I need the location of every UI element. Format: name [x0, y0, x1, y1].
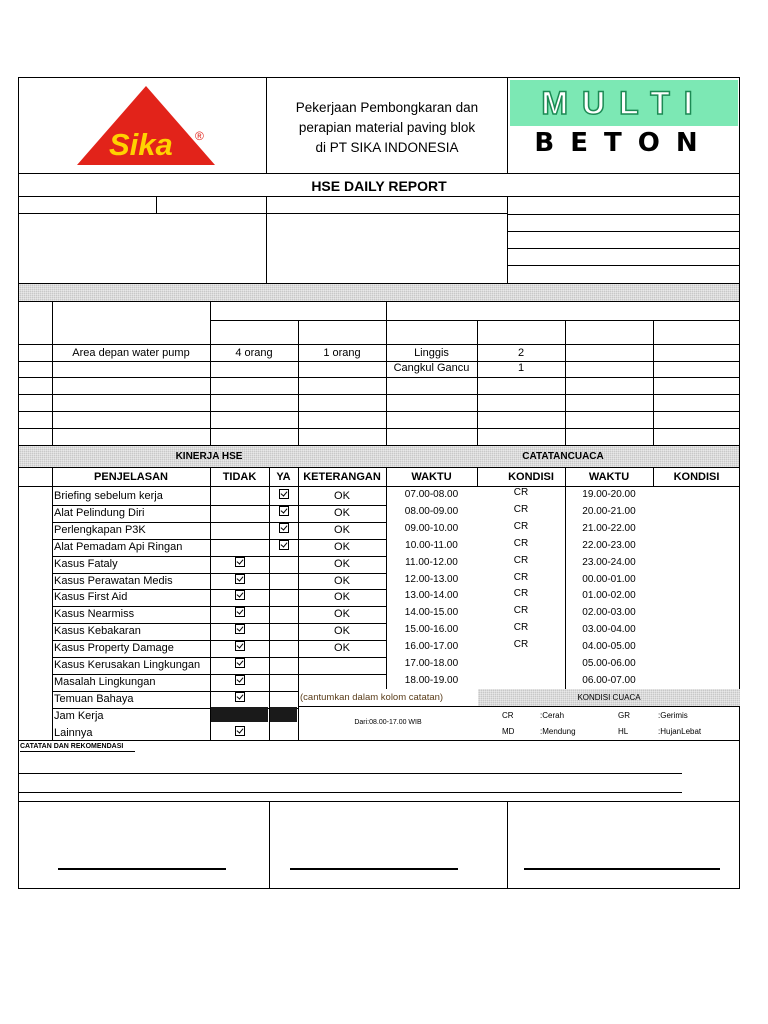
cuaca-waktu: 22.00-23.00: [582, 539, 636, 551]
tidak-checkbox[interactable]: [235, 624, 245, 634]
kinerja-item-label: Perlengkapan P3K: [54, 523, 146, 536]
legend-meaning: :HujanLebat: [658, 727, 702, 736]
signature-line[interactable]: [58, 868, 226, 870]
cuaca-waktu: 03.00-04.00: [582, 624, 636, 636]
legend-code: HL: [618, 727, 629, 736]
divider: [156, 196, 157, 213]
tool-qty: 2: [517, 347, 525, 359]
cuaca-waktu: 04.00-05.00: [582, 641, 636, 653]
keterangan-value: OK: [334, 540, 350, 553]
row-divider: [52, 606, 386, 607]
tidak-checkbox[interactable]: [235, 574, 245, 584]
cuaca-waktu: 20.00-21.00: [582, 505, 636, 517]
ya-checkbox[interactable]: [279, 506, 289, 516]
cuaca-waktu: 09.00-10.00: [404, 522, 459, 534]
kinerja-item-label: Lainnya: [54, 726, 93, 739]
project-title-line1: Pekerjaan Pembongkaran dan: [295, 100, 479, 115]
cuaca-waktu: 02.00-03.00: [582, 607, 636, 619]
catatan-line[interactable]: [18, 792, 682, 793]
divider: [507, 801, 508, 889]
cuaca-kondisi: CR: [513, 520, 529, 532]
kinerja-item-label: Kasus Kebakaran: [54, 625, 141, 638]
divider: [210, 467, 211, 740]
cuaca-kondisi: CR: [513, 487, 529, 498]
tidak-checkbox[interactable]: [235, 726, 245, 736]
legend-meaning: :Mendung: [540, 727, 576, 736]
col-header-kondisi: KONDISI: [508, 471, 554, 483]
kinerja-item-label: Temuan Bahaya: [54, 692, 134, 705]
divider: [52, 301, 53, 445]
workers-count: 1 orang: [323, 347, 361, 359]
sika-logo: [74, 83, 220, 169]
multi-beton-logo: [508, 78, 740, 172]
keterangan-value: OK: [334, 642, 350, 655]
keterangan-value: OK: [334, 625, 350, 638]
cuaca-waktu: 10.00-11.00: [405, 539, 458, 551]
keterangan-value: OK: [334, 506, 350, 519]
kinerja-item-label: Kasus First Aid: [54, 591, 128, 604]
tool-qty: 1: [517, 362, 525, 374]
divider: [18, 377, 740, 378]
cuaca-waktu: 06.00-07.00: [582, 674, 636, 686]
divider: [18, 173, 740, 174]
cuaca-waktu: 08.00-09.00: [404, 505, 459, 517]
divider: [18, 486, 740, 487]
kinerja-item-label: Kasus Kerusakan Lingkungan: [54, 659, 201, 671]
cuaca-waktu: 18.00-19.00: [404, 674, 459, 686]
divider: [298, 706, 740, 707]
legend-code: CR: [502, 711, 514, 720]
multi-logo-top: MULTI: [541, 85, 707, 121]
divider: [653, 467, 654, 486]
legend-meaning: :Gerimis: [658, 711, 688, 720]
divider: [18, 196, 740, 197]
keterangan-value: OK: [334, 490, 350, 502]
beton-logo-text: BETON: [534, 128, 714, 158]
cuaca-kondisi: CR: [513, 554, 529, 566]
divider: [18, 344, 740, 345]
divider: [52, 467, 53, 740]
col-header-waktu: WAKTU: [588, 471, 630, 483]
catatan-line[interactable]: [18, 773, 682, 774]
divider: [507, 231, 740, 232]
legend-title: KONDISI CUACA: [577, 693, 641, 702]
kinerja-item-label: Briefing sebelum kerja: [54, 490, 163, 502]
tool-name: Linggis: [414, 347, 449, 359]
workers-count: 4 orang: [235, 347, 273, 359]
tidak-checkbox[interactable]: [235, 658, 245, 668]
row-divider: [52, 691, 298, 692]
cuaca-waktu: 11.00-12.00: [405, 556, 458, 568]
divider: [266, 196, 267, 283]
legend-meaning: :Cerah: [540, 711, 565, 720]
blacked-cell: [211, 707, 268, 722]
project-title: [268, 98, 506, 158]
cuaca-waktu: 01.00-02.00: [582, 590, 636, 602]
cuaca-waktu: 21.00-22.00: [582, 522, 636, 534]
cuaca-kondisi: CR: [513, 571, 529, 583]
ya-checkbox[interactable]: [279, 523, 289, 533]
cuaca-waktu: 05.00-06.00: [582, 658, 636, 669]
kinerja-item-label: Alat Pemadam Api Ringan: [54, 540, 183, 553]
row-divider: [52, 674, 386, 675]
divider: [266, 77, 267, 173]
row-divider: [52, 657, 386, 658]
row-divider: [52, 640, 386, 641]
cuaca-waktu: 12.00-13.00: [404, 573, 459, 585]
project-title-line3: di PT SIKA INDONESIA: [315, 140, 459, 155]
divider: [507, 196, 508, 283]
cuaca-kondisi: CR: [513, 622, 529, 634]
cuaca-kondisi: CR: [513, 605, 529, 617]
cuaca-kondisi: CR: [513, 639, 529, 651]
kinerja-item-label: Kasus Fataly: [54, 557, 118, 570]
row-divider: [52, 623, 386, 624]
divider: [507, 214, 740, 215]
kinerja-item-label: Alat Pelindung Diri: [54, 506, 145, 519]
divider: [298, 320, 299, 445]
cuaca-kondisi: CR: [513, 588, 529, 600]
ya-checkbox[interactable]: [279, 540, 289, 550]
divider: [18, 411, 740, 412]
divider: [18, 740, 740, 741]
catatan-title: CATATAN DAN REKOMENDASI: [20, 742, 135, 752]
tidak-checkbox[interactable]: [235, 590, 245, 600]
row-divider: [52, 505, 386, 506]
project-title-line2: perapian material paving blok: [298, 120, 476, 135]
row-divider: [52, 539, 386, 540]
keterangan-value: OK: [334, 591, 350, 604]
col-header-keterangan: KETERANGAN: [303, 471, 381, 483]
divider: [210, 301, 211, 445]
cuaca-kondisi: CR: [513, 503, 529, 515]
cuaca-waktu: 23.00-24.00: [582, 556, 636, 568]
cuaca-waktu: 13.00-14.00: [404, 590, 459, 602]
divider: [653, 320, 654, 445]
report-title: HSE DAILY REPORT: [311, 178, 447, 194]
divider: [269, 467, 270, 740]
cuaca-waktu: 14.00-15.00: [404, 607, 459, 619]
keterangan-value: OK: [334, 523, 350, 536]
tidak-checkbox[interactable]: [235, 607, 245, 617]
sika-logo-text: Sika: [109, 127, 173, 162]
divider: [507, 265, 740, 266]
cuaca-waktu: 17.00-18.00: [404, 658, 459, 669]
signature-line[interactable]: [524, 868, 720, 870]
tool-name: Cangkul Gancu: [393, 362, 470, 374]
keterangan-value: OK: [334, 574, 350, 587]
divider: [477, 467, 478, 486]
divider: [507, 248, 740, 249]
legend-code: MD: [502, 727, 515, 736]
col-header-waktu: WAKTU: [411, 471, 452, 483]
cuaca-waktu: 19.00-20.00: [582, 489, 636, 500]
cuaca-waktu: 16.00-17.00: [404, 641, 459, 653]
ya-checkbox[interactable]: [279, 489, 289, 499]
kinerja-item-label: Jam Kerja: [54, 709, 104, 722]
kinerja-item-label: Kasus Nearmiss: [54, 608, 135, 621]
row-divider: [52, 589, 386, 590]
divider: [18, 301, 740, 302]
row-divider: [52, 522, 386, 523]
col-header-kondisi: KONDISI: [673, 471, 720, 483]
divider: [18, 361, 740, 362]
kinerja-item-label: Kasus Property Damage: [54, 642, 174, 655]
work-area: Area depan water pump: [72, 347, 190, 359]
tidak-checkbox[interactable]: [235, 641, 245, 651]
cuaca-waktu: 15.00-16.00: [404, 624, 459, 636]
divider: [18, 428, 740, 429]
row-divider: [52, 556, 386, 557]
divider: [565, 320, 566, 445]
keterangan-value: OK: [334, 608, 350, 621]
col-header-tidak: TIDAK: [222, 471, 257, 483]
divider: [18, 467, 740, 468]
col-header-ya: YA: [276, 471, 291, 483]
cuaca-waktu: 00.00-01.00: [582, 573, 636, 585]
keterangan-value: OK: [334, 557, 350, 570]
divider: [269, 801, 270, 889]
kinerja-item-label: Masalah Lingkungan: [54, 675, 156, 688]
kinerja-item-label: Kasus Perawatan Medis: [54, 574, 173, 587]
divider: [18, 394, 740, 395]
divider: [477, 320, 478, 445]
cuaca-waktu: 07.00-08.00: [404, 489, 459, 500]
legend-code: GR: [618, 711, 630, 720]
divider: [18, 801, 740, 802]
signature-line[interactable]: [290, 868, 458, 870]
divider: [210, 320, 740, 321]
cuaca-kondisi: CR: [513, 537, 529, 549]
section-band: [19, 284, 739, 301]
blacked-cell: [270, 707, 297, 722]
kinerja-title: KINERJA HSE: [175, 451, 243, 462]
jam-kerja-value: Dari:08.00-17.00 WIB: [354, 719, 422, 726]
multi-logo-band: [510, 80, 738, 126]
registered-mark: ®: [195, 129, 204, 143]
temuan-note: (cantumkan dalam kolom catatan): [300, 692, 444, 703]
row-divider: [52, 573, 386, 574]
cuaca-title: CATATANCUACA: [522, 451, 604, 462]
tidak-checkbox[interactable]: [235, 692, 245, 702]
tidak-checkbox[interactable]: [235, 557, 245, 567]
divider: [18, 213, 507, 214]
col-header-penjelasan: PENJELASAN: [94, 471, 168, 483]
tidak-checkbox[interactable]: [235, 675, 245, 685]
